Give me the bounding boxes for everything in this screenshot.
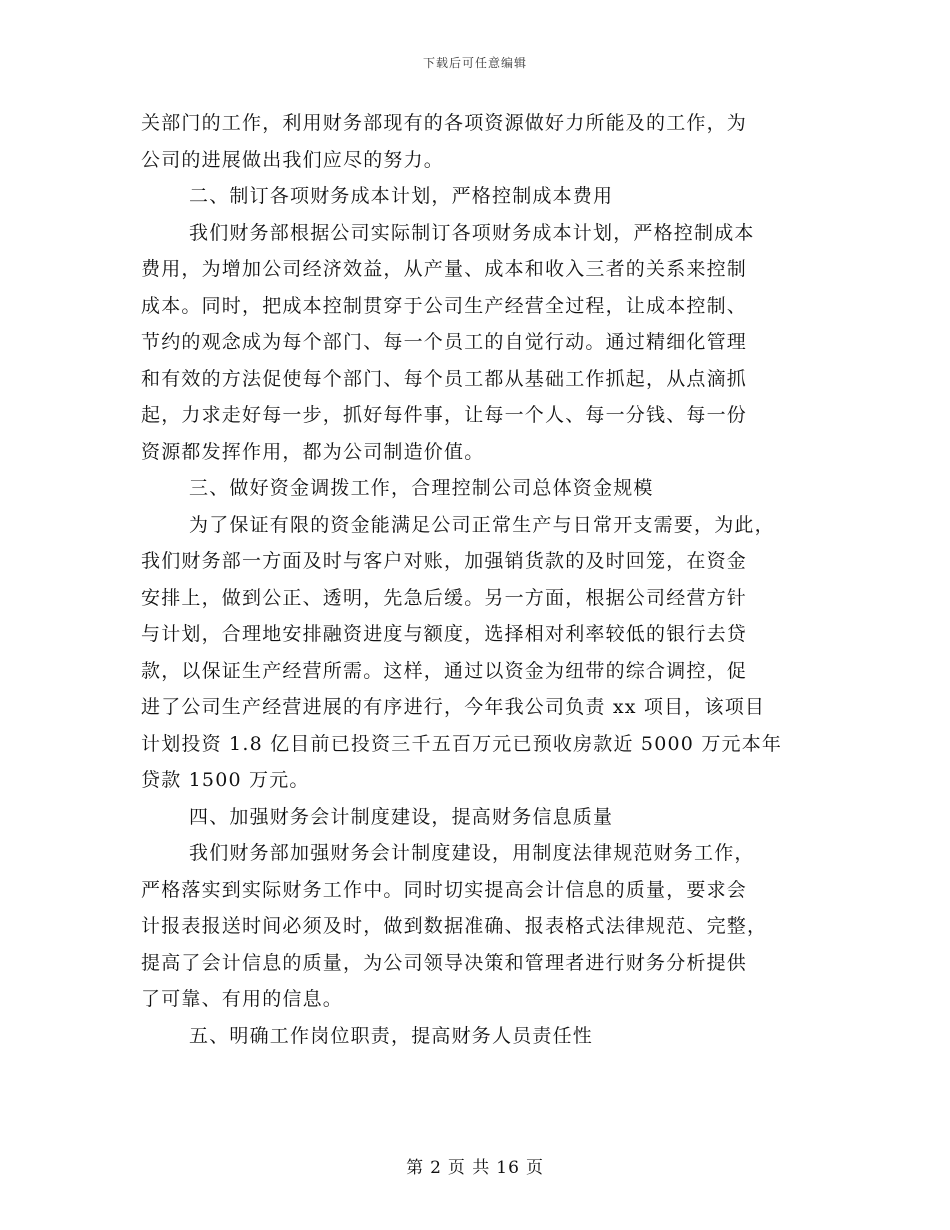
footer-current-page: 2: [430, 1158, 442, 1178]
text-line: 节约的观念成为每个部门、每一个员工的自觉行动。通过精细化管理: [141, 331, 748, 353]
page-number-footer: [0, 1153, 950, 1178]
text-line: 我们财务部根据公司实际制订各项财务成本计划，严格控制成本: [189, 221, 755, 244]
section-heading-5: 五、明确工作岗位职责，提高财务人员责任性: [189, 1024, 594, 1047]
text-line: 提高了会计信息的质量，为公司领导决策和管理者进行财务分析提供: [141, 951, 748, 974]
text-line: 了可靠、有用的信息。: [141, 988, 344, 1010]
footer-prefix: 第: [406, 1158, 425, 1178]
text-line: 严格落实到实际财务工作中。同时切实提高会计信息的质量，要求会: [141, 878, 748, 901]
document-body: [141, 105, 809, 1054]
section-heading-3: 三、做好资金调拨工作，合理控制公司总体资金规模: [189, 477, 654, 499]
text-line: 款，以保证生产经营所需。这样，通过以资金为纽带的综合调控，促: [141, 659, 748, 682]
text-line: 和有效的方法促使每个部门、每个员工都从基础工作抓起，从点滴抓: [141, 367, 748, 390]
text-line: 为了保证有限的资金能满足公司正常生产与日常开支需要，为此，: [189, 513, 775, 536]
page-header-note: 下载后可任意编辑: [422, 56, 527, 70]
section-heading-4: 四、加强财务会计制度建设，提高财务信息质量: [189, 805, 614, 828]
footer-suffix: 页: [525, 1158, 544, 1178]
text-line: 计划投资 1.8 亿目前已投资三千五百万元已预收房款近 5000 万元本年: [141, 732, 783, 755]
text-line: 费用，为增加公司经济效益，从产量、成本和收入三者的关系来控制: [141, 258, 748, 280]
text-line: 安排上，做到公正、透明，先急后缓。另一方面，根据公司经营方针: [141, 586, 748, 609]
text-line: 进了公司生产经营进展的有序进行，今年我公司负责 xx 项目，该项目: [141, 696, 766, 718]
text-line: 我们财务部一方面及时与客户对账，加强销货款的及时回笼，在资金: [141, 550, 748, 572]
text-line: 我们财务部加强财务会计制度建设，用制度法律规范财务工作，: [189, 842, 755, 864]
section-heading-2: 二、制订各项财务成本计划，严格控制成本费用: [189, 185, 614, 207]
text-line: 与计划，合理地安排融资进度与额度，选择相对利率较低的银行去贷: [141, 623, 748, 645]
footer-total-pages: 16: [496, 1158, 520, 1178]
text-line: 资源都发挥作用，都为公司制造价值。: [141, 440, 485, 463]
text-line: 成本。同时，把成本控制贯穿于公司生产经营全过程，让成本控制、: [141, 294, 748, 317]
text-line: 起，力求走好每一步，抓好每件事，让每一个人、每一分钱、每一份: [141, 404, 748, 426]
footer-middle: 页 共: [447, 1158, 491, 1178]
text-line: 贷款 1500 万元。: [141, 769, 310, 791]
text-line: 公司的进展做出我们应尽的努力。: [141, 148, 445, 171]
text-line: 关部门的工作，利用财务部现有的各项资源做好力所能及的工作，为: [141, 112, 748, 134]
text-line: 计报表报送时间必须及时，做到数据准确、报表格式法律规范、完整，: [141, 915, 768, 937]
